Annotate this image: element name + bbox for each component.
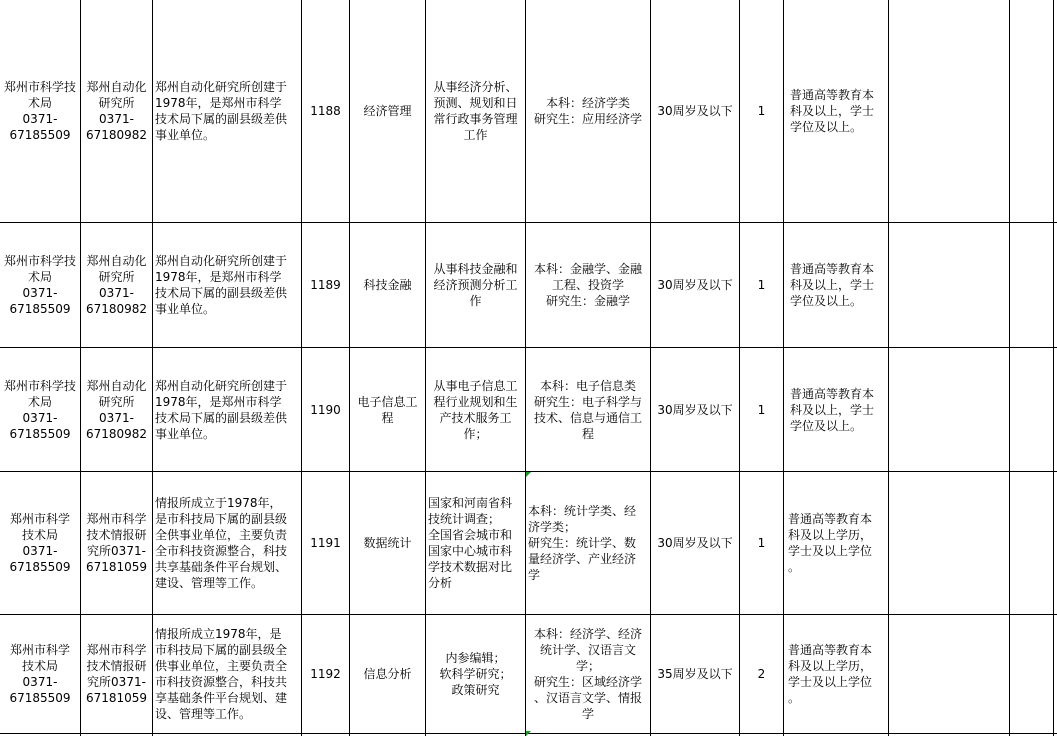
cell-position[interactable]: 经济管理: [363, 104, 412, 118]
cell-position[interactable]: 电子信息工 程: [357, 394, 418, 425]
cell-code[interactable]: 1190: [310, 402, 341, 417]
cell-count[interactable]: 1: [757, 104, 766, 118]
cell-edu[interactable]: 普通高等教育本 科及以上，学士 学位及以上。: [790, 88, 875, 134]
cell-code[interactable]: 1188: [310, 104, 341, 118]
cell-position[interactable]: 信息分析: [363, 667, 412, 681]
cell-duty[interactable]: 从事经济分析、 预测、规划和日 常行政事务管理 工作: [433, 80, 518, 142]
cell-code[interactable]: 1192: [310, 667, 341, 681]
cell-unit[interactable]: 郑州自动化 研究所 0371- 67180982: [85, 254, 148, 316]
cell-major[interactable]: 本科：经济学、经济 统计学、汉语言文 学； 研究生：区域经济学 、汉语言文学、情报 学: [533, 627, 642, 721]
cell-intro[interactable]: 情报所成立1978年，是 市科技局下属的副县级全 供事业单位，主要负责全 市科技资源整合，科技共 享基础条件平台规划、建 设、管理等工作。: [155, 627, 288, 721]
cell-edu[interactable]: 普通高等教育本 科及以上，学士 学位及以上。: [790, 386, 875, 433]
cell-dept[interactable]: 郑州市科学技 术局 0371- 67185509: [3, 254, 76, 316]
cell-dept[interactable]: 郑州市科学技 术局 0371- 67185509: [3, 378, 76, 441]
cell-position[interactable]: 数据统计: [363, 536, 412, 550]
cell-major[interactable]: 本科：金融学、金融 工程、投资学 研究生：金融学: [533, 262, 642, 308]
cell-edu[interactable]: 普通高等教育本 科及以上，学士 学位及以上。: [790, 262, 875, 308]
cell-age[interactable]: 30周岁及以下: [657, 278, 733, 292]
cell-edu[interactable]: 普通高等教育本 科及以上学历， 学士及以上学位 。: [788, 512, 873, 574]
cell-major[interactable]: 本科：经济学类 研究生：应用经济学: [533, 96, 642, 126]
cell-unit[interactable]: 郑州自动化 研究所 0371- 67180982: [85, 80, 148, 142]
cell-major[interactable]: 本科：电子信息类 研究生：电子科学与 技术、信息与通信工 程: [533, 378, 642, 441]
cell-unit[interactable]: 郑州市科学 技术情报研 究所0371- 67181059: [85, 512, 148, 574]
cell-major[interactable]: 本科：统计学类、经 济学类； 研究生：统计学、数 量经济学、产业经济 学: [528, 504, 637, 582]
empty-column[interactable]: [889, 0, 1009, 733]
cell-count[interactable]: 1: [757, 402, 766, 417]
cell-dept[interactable]: 郑州市科学 技术局 0371- 67185509: [9, 512, 71, 574]
cell-intro[interactable]: 郑州自动化研究所创建于 1978年，是郑州市科学 技术局下属的副县级差供 事业单位。: [155, 378, 288, 441]
cell-age[interactable]: 30周岁及以下: [657, 536, 733, 550]
cell-age[interactable]: 30周岁及以下: [657, 402, 733, 417]
cell-dept[interactable]: 郑州市科学 技术局 0371- 67185509: [9, 643, 71, 705]
empty-column[interactable]: [1010, 0, 1053, 733]
cell-unit[interactable]: 郑州市科学 技术情报研 究所0371- 67181059: [85, 643, 148, 705]
cell-count[interactable]: 2: [757, 667, 766, 681]
cell-dept[interactable]: 郑州市科学技 术局 0371- 67185509: [3, 80, 76, 142]
cell-code[interactable]: 1191: [310, 536, 341, 550]
cell-intro[interactable]: 情报所成立于1978年， 是市科技局下属的副县级 全供事业单位，主要负责 全市科技资源整合，科技 共享基础条件平台规划、 建设、管理等工作。: [155, 496, 288, 590]
cell-edu[interactable]: 普通高等教育本 科及以上学历， 学士及以上学位 。: [788, 643, 873, 705]
cell-intro[interactable]: 郑州自动化研究所创建于 1978年，是郑州市科学 技术局下属的副县级差供 事业单位。: [155, 254, 288, 316]
cell-position[interactable]: 科技金融: [363, 278, 412, 292]
cell-duty[interactable]: 国家和河南省科 技统计调查； 全国省会城市和 国家中心城市科 学技术数据对比分析: [428, 496, 513, 590]
cell-duty[interactable]: 内参编辑； 软科学研究； 政策研究: [439, 651, 512, 697]
cell-age[interactable]: 30周岁及以下: [657, 104, 733, 118]
cell-unit[interactable]: 郑州自动化 研究所 0371- 67180982: [85, 378, 148, 441]
cell-count[interactable]: 1: [757, 278, 766, 292]
cell-duty[interactable]: 从事电子信息工 程行业规划和生 产技术服务工 作；: [433, 378, 518, 441]
cell-code[interactable]: 1189: [310, 278, 341, 292]
cell-intro[interactable]: 郑州自动化研究所创建于 1978年，是郑州市科学 技术局下属的副县级差供 事业单位。: [155, 80, 288, 142]
cell-count[interactable]: 1: [757, 536, 766, 550]
cell-duty[interactable]: 从事科技金融和 经济预测分析工 作: [433, 262, 518, 308]
grid-line: [1053, 0, 1054, 736]
cell-age[interactable]: 35周岁及以下: [657, 667, 733, 681]
